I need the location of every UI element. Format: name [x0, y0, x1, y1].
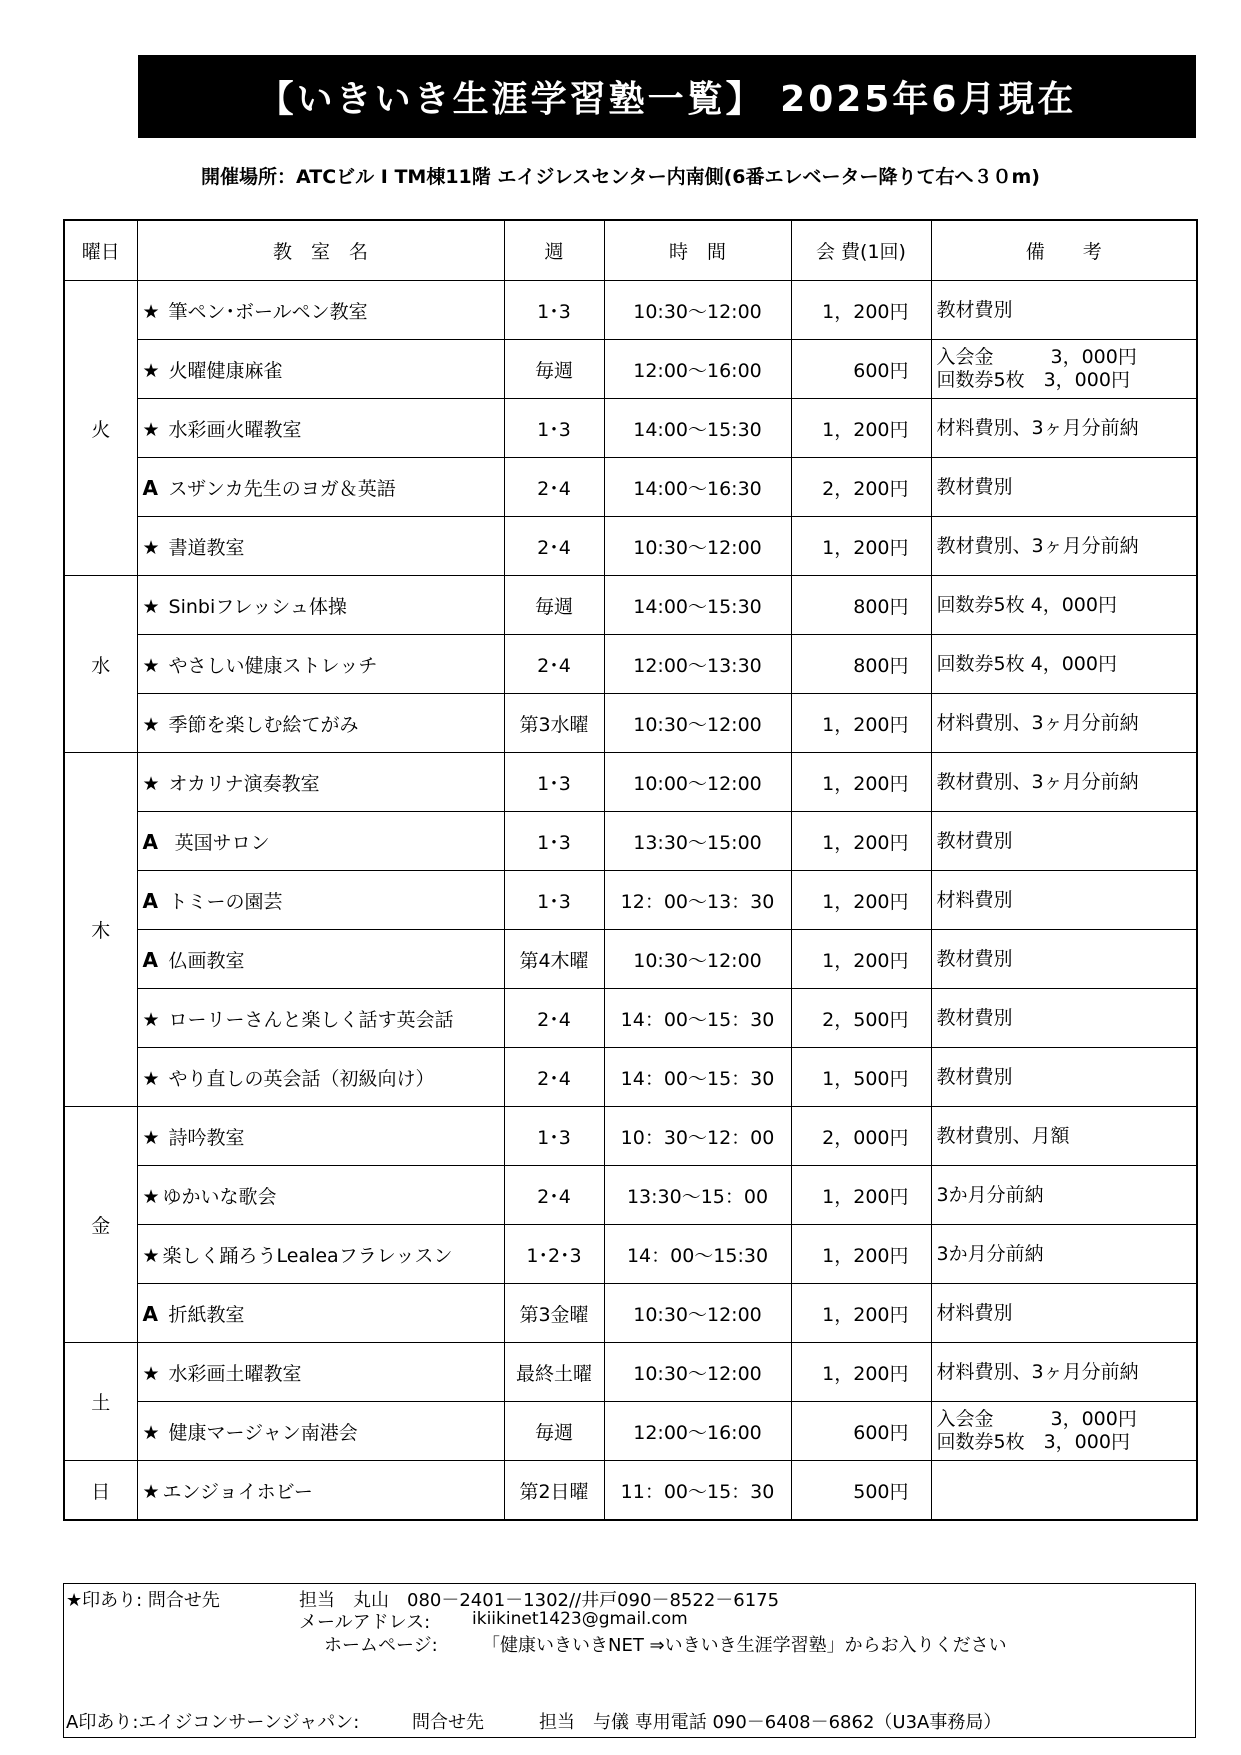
time-cell: 14:00～15:30	[604, 399, 791, 458]
time-cell: 12:00～13:30	[604, 635, 791, 694]
fee-cell: 1，200円	[791, 930, 931, 989]
week-cell: 1･2･3	[504, 1225, 604, 1284]
star-mark-icon: ★	[142, 595, 160, 618]
star-mark-icon: ★	[142, 1008, 160, 1031]
fee-cell: 1，200円	[791, 281, 931, 340]
class-name: 仏画教室	[162, 949, 245, 972]
table-row	[64, 399, 1197, 458]
week-cell: 2･4	[504, 517, 604, 576]
homepage-text: 「健康いきいきNET ⇒いきいき生涯学習塾」からお入りください	[482, 1635, 1007, 1656]
star-mark-icon: ★	[142, 1185, 160, 1208]
note-line: 3か月分前納	[936, 1183, 1044, 1206]
homepage-label: ホームページ:	[324, 1635, 438, 1656]
class-name-cell	[137, 871, 504, 930]
note-line: 回数券5枚 3，000円	[936, 369, 1130, 391]
class-name: スザンカ先生のヨガ＆英語	[162, 477, 396, 500]
note-line: 教材費別	[936, 829, 1013, 852]
time-cell: 10:30～12:00	[604, 517, 791, 576]
star-mark-icon: ★	[142, 1126, 160, 1149]
class-name-cell	[137, 1225, 504, 1284]
class-name: 詩吟教室	[162, 1126, 245, 1149]
star-contact: 担当 丸山 080－2401－1302//井戸090－8522－6175	[299, 1590, 780, 1611]
table-row	[64, 635, 1197, 694]
class-name-cell	[137, 458, 504, 517]
week-cell: 毎週	[504, 1402, 604, 1461]
fee-cell: 1，200円	[791, 871, 931, 930]
schedule-table	[63, 219, 1198, 1521]
note-cell	[931, 340, 1197, 399]
table-row	[64, 1284, 1197, 1343]
class-name: トミーの園芸	[162, 890, 283, 913]
fee-cell: 1，200円	[791, 1343, 931, 1402]
note-cell	[931, 989, 1197, 1048]
class-name: 季節を楽しむ絵てがみ	[162, 713, 359, 736]
star-mark-icon: ★	[142, 300, 160, 323]
class-name-cell	[137, 1284, 504, 1343]
note-cell	[931, 753, 1197, 812]
note-line: 材料費別、3ヶ月分前納	[936, 711, 1139, 734]
class-name-cell	[137, 1048, 504, 1107]
fee-cell: 1，500円	[791, 1048, 931, 1107]
note-line: 材料費別	[936, 1301, 1013, 1324]
star-mark-icon: ★	[142, 654, 160, 677]
week-cell: 毎週	[504, 340, 604, 399]
note-cell	[931, 1048, 1197, 1107]
table-row	[64, 753, 1197, 812]
star-mark-icon: ★	[142, 418, 160, 441]
class-name: ゆかいな歌会	[162, 1185, 277, 1208]
note-cell	[931, 1343, 1197, 1402]
table-row	[64, 340, 1197, 399]
week-cell: 最終土曜	[504, 1343, 604, 1402]
table-row	[64, 458, 1197, 517]
class-name-cell	[137, 694, 504, 753]
note-cell	[931, 930, 1197, 989]
week-cell: 第4木曜	[504, 930, 604, 989]
header-week: 週	[504, 220, 604, 281]
fee-cell: 2，500円	[791, 989, 931, 1048]
table-row	[64, 1107, 1197, 1166]
header-day: 曜日	[64, 220, 137, 281]
class-name-cell	[137, 576, 504, 635]
day-cell: 木	[64, 753, 137, 1107]
note-line: 教材費別	[936, 298, 1013, 321]
table-row	[64, 1402, 1197, 1461]
table-row	[64, 1461, 1197, 1521]
class-name: オカリナ演奏教室	[162, 772, 320, 795]
star-mark-icon: ★	[142, 1480, 160, 1503]
table-row	[64, 281, 1197, 340]
note-line: 回数券5枚 3，000円	[936, 1431, 1130, 1453]
star-mark-icon: ★	[142, 713, 160, 736]
header-fee: 会 費(1回)	[791, 220, 931, 281]
week-cell: 2･4	[504, 458, 604, 517]
a-mark-icon: A	[142, 888, 158, 913]
class-name: 楽しく踊ろうLealeaフラレッスン	[162, 1244, 453, 1267]
time-cell: 10:30～12:00	[604, 930, 791, 989]
note-line: 材料費別、3ヶ月分前納	[936, 1360, 1139, 1383]
class-name-cell	[137, 281, 504, 340]
week-cell: 1･3	[504, 812, 604, 871]
fee-cell: 2，000円	[791, 1107, 931, 1166]
time-cell: 10:30～12:00	[604, 281, 791, 340]
time-cell: 12:00～16:00	[604, 340, 791, 399]
week-cell: 第2日曜	[504, 1461, 604, 1521]
page-title: 【いきいき生涯学習塾一覧】 2025年6月現在	[138, 55, 1196, 138]
a-mark-icon: A	[142, 475, 158, 500]
note-line: 3か月分前納	[936, 1242, 1044, 1265]
table-row	[64, 812, 1197, 871]
note-line: 教材費別、3ヶ月分前納	[936, 534, 1139, 557]
week-cell: 2･4	[504, 635, 604, 694]
time-cell: 10:30～12:00	[604, 1284, 791, 1343]
venue-info: 開催場所：ATCビル I TM棟11階 エイジレスセンター内南側(6番エレベーター降りて右へ３０m)	[201, 166, 1040, 188]
class-name: エンジョイホビー	[162, 1480, 313, 1503]
note-cell	[931, 281, 1197, 340]
fee-cell: 1，200円	[791, 1284, 931, 1343]
class-name-cell	[137, 635, 504, 694]
table-row	[64, 871, 1197, 930]
class-name-cell	[137, 989, 504, 1048]
email-address[interactable]: ikiikinet1423@gmail.com	[472, 1609, 688, 1629]
star-mark-icon: ★	[142, 1421, 160, 1444]
note-cell	[931, 399, 1197, 458]
star-label: ★印あり: 問合せ先	[66, 1590, 220, 1611]
fee-cell: 600円	[791, 1402, 931, 1461]
day-cell: 火	[64, 281, 137, 576]
note-cell	[931, 576, 1197, 635]
note-cell	[931, 1107, 1197, 1166]
note-line: 入会金 3，000円	[936, 1408, 1137, 1430]
header-name: 教 室 名	[137, 220, 504, 281]
class-name: Sinbiフレッシュ体操	[162, 595, 347, 618]
week-cell: 1･3	[504, 281, 604, 340]
note-cell	[931, 1284, 1197, 1343]
star-mark-icon: ★	[142, 1362, 160, 1385]
note-line: 教材費別	[936, 1006, 1013, 1029]
star-mark-icon: ★	[142, 536, 160, 559]
fee-cell: 1，200円	[791, 694, 931, 753]
note-cell	[931, 458, 1197, 517]
note-line: 教材費別	[936, 947, 1013, 970]
note-cell	[931, 517, 1197, 576]
fee-cell: 800円	[791, 635, 931, 694]
class-name-cell	[137, 1107, 504, 1166]
time-cell: 10:30～12:00	[604, 1343, 791, 1402]
class-name-cell	[137, 812, 504, 871]
note-cell	[931, 635, 1197, 694]
time-cell: 13:30～15:00	[604, 812, 791, 871]
week-cell: 毎週	[504, 576, 604, 635]
class-name: 水彩画火曜教室	[162, 418, 302, 441]
a-mark-icon: A	[142, 1301, 158, 1326]
day-cell: 水	[64, 576, 137, 753]
week-cell: 第3金曜	[504, 1284, 604, 1343]
note-cell	[931, 812, 1197, 871]
table-row	[64, 694, 1197, 753]
class-name-cell	[137, 1461, 504, 1521]
time-cell: 10:00～12:00	[604, 753, 791, 812]
time-cell: 14：00～15：30	[604, 989, 791, 1048]
note-cell	[931, 1166, 1197, 1225]
note-line: 回数券5枚 4，000円	[936, 593, 1117, 616]
contact-footer	[63, 1583, 1196, 1738]
note-cell	[931, 1461, 1197, 1521]
time-cell: 14：00～15：30	[604, 1048, 791, 1107]
fee-cell: 600円	[791, 340, 931, 399]
fee-cell: 1，200円	[791, 753, 931, 812]
class-name: 水彩画土曜教室	[162, 1362, 302, 1385]
note-line: 教材費別	[936, 475, 1013, 498]
email-label: メールアドレス:	[299, 1612, 431, 1633]
note-line: 材料費別、3ヶ月分前納	[936, 416, 1139, 439]
note-cell	[931, 1402, 1197, 1461]
time-cell: 12:00～16:00	[604, 1402, 791, 1461]
table-row	[64, 1225, 1197, 1284]
note-cell	[931, 694, 1197, 753]
schedule-body	[64, 281, 1197, 1521]
class-name: 火曜健康麻雀	[162, 359, 283, 382]
a-mark-icon: A	[142, 829, 158, 854]
class-name: 健康マージャン南港会	[162, 1421, 358, 1444]
time-cell: 14:00～16:30	[604, 458, 791, 517]
note-line: 教材費別、3ヶ月分前納	[936, 770, 1139, 793]
week-cell: 2･4	[504, 1048, 604, 1107]
note-cell	[931, 1225, 1197, 1284]
week-cell: 第3水曜	[504, 694, 604, 753]
note-line: 材料費別	[936, 888, 1013, 911]
fee-cell: 2，200円	[791, 458, 931, 517]
a-contact: 担当 与儀 専用電話 090－6408－6862（U3A事務局）	[539, 1712, 1002, 1733]
day-cell: 金	[64, 1107, 137, 1343]
header-time: 時 間	[604, 220, 791, 281]
table-row	[64, 930, 1197, 989]
note-line: 教材費別、月額	[936, 1124, 1070, 1147]
note-cell	[931, 871, 1197, 930]
class-name: 書道教室	[162, 536, 245, 559]
fee-cell: 1，200円	[791, 1166, 931, 1225]
time-cell: 10:30～12:00	[604, 694, 791, 753]
table-row	[64, 517, 1197, 576]
class-name: 折紙教室	[162, 1303, 245, 1326]
fee-cell: 1，200円	[791, 517, 931, 576]
time-cell: 14：00～15:30	[604, 1225, 791, 1284]
day-cell: 日	[64, 1461, 137, 1521]
class-name-cell	[137, 1166, 504, 1225]
header-note: 備 考	[931, 220, 1197, 281]
note-line: 入会金 3，000円	[936, 346, 1137, 368]
table-row	[64, 576, 1197, 635]
week-cell: 2･4	[504, 1166, 604, 1225]
a-mark-icon: A	[142, 947, 158, 972]
fee-cell: 1，200円	[791, 812, 931, 871]
note-line: 回数券5枚 4，000円	[936, 652, 1117, 675]
time-cell: 12：00～13：30	[604, 871, 791, 930]
class-name-cell	[137, 1402, 504, 1461]
star-mark-icon: ★	[142, 359, 160, 382]
time-cell: 13:30～15：00	[604, 1166, 791, 1225]
class-name: やり直しの英会話（初級向け）	[162, 1067, 435, 1090]
table-row	[64, 1048, 1197, 1107]
fee-cell: 1，200円	[791, 399, 931, 458]
star-mark-icon: ★	[142, 1244, 160, 1267]
note-line: 教材費別	[936, 1065, 1013, 1088]
class-name: 筆ペン･ボールペン教室	[162, 300, 368, 323]
fee-cell: 1，200円	[791, 1225, 931, 1284]
table-row	[64, 989, 1197, 1048]
class-name-cell	[137, 340, 504, 399]
class-name: ローリーさんと楽しく話す英会話	[162, 1008, 454, 1031]
fee-cell: 500円	[791, 1461, 931, 1521]
a-inquiry: 問合せ先	[412, 1712, 484, 1733]
table-row	[64, 1166, 1197, 1225]
time-cell: 11：00～15：30	[604, 1461, 791, 1521]
class-name-cell	[137, 399, 504, 458]
class-name-cell	[137, 1343, 504, 1402]
class-name: 英国サロン	[162, 831, 270, 854]
day-cell: 土	[64, 1343, 137, 1461]
a-label: A印あり:エイジコンサーンジャパン:	[66, 1712, 360, 1733]
week-cell: 1･3	[504, 871, 604, 930]
week-cell: 2･4	[504, 989, 604, 1048]
table-row	[64, 1343, 1197, 1402]
class-name-cell	[137, 930, 504, 989]
class-name-cell	[137, 517, 504, 576]
week-cell: 1･3	[504, 753, 604, 812]
header-row	[64, 220, 1197, 281]
star-mark-icon: ★	[142, 772, 160, 795]
week-cell: 1･3	[504, 1107, 604, 1166]
time-cell: 10：30～12：00	[604, 1107, 791, 1166]
class-name: やさしい健康ストレッチ	[162, 654, 378, 677]
fee-cell: 800円	[791, 576, 931, 635]
star-mark-icon: ★	[142, 1067, 160, 1090]
week-cell: 1･3	[504, 399, 604, 458]
class-name-cell	[137, 753, 504, 812]
time-cell: 14:00～15:30	[604, 576, 791, 635]
